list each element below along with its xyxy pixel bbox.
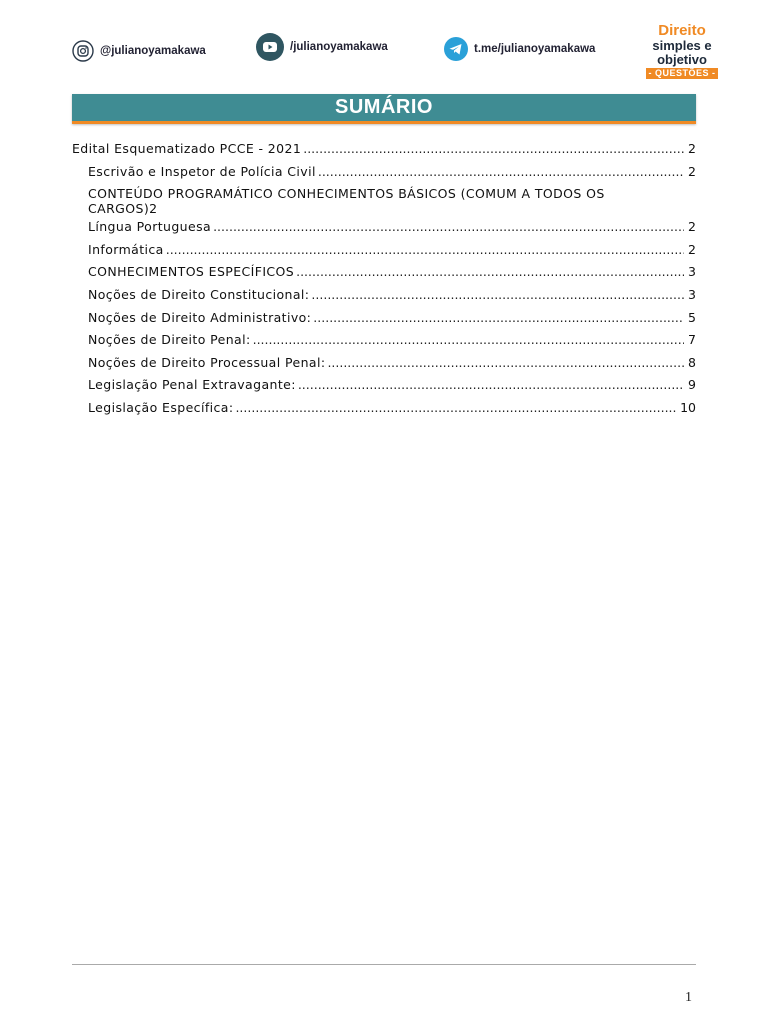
summary-title: SUMÁRIO bbox=[335, 96, 433, 118]
toc-entry[interactable] bbox=[72, 310, 696, 333]
toc-entry-label-cont: CARGOS) bbox=[88, 201, 150, 217]
toc-entry-label: Noções de Direito Processual Penal: bbox=[88, 354, 326, 370]
toc-entry-page: 2 bbox=[149, 201, 158, 217]
toc-entry[interactable] bbox=[72, 355, 696, 378]
page-header bbox=[0, 0, 768, 90]
youtube-text: /julianoyamakawa bbox=[290, 41, 388, 53]
toc-entry-page: 5 bbox=[688, 309, 696, 325]
toc-entry[interactable] bbox=[72, 164, 696, 187]
toc-entry[interactable] bbox=[72, 186, 696, 216]
toc-leader bbox=[311, 287, 684, 302]
toc-entry[interactable] bbox=[72, 287, 696, 310]
youtube-handle[interactable] bbox=[256, 33, 388, 61]
toc-leader bbox=[296, 264, 684, 279]
toc-leader bbox=[235, 400, 676, 415]
toc-leader bbox=[303, 141, 684, 156]
page-number: 1 bbox=[685, 990, 692, 1005]
summary-title-bar bbox=[72, 94, 696, 124]
instagram-handle[interactable] bbox=[72, 40, 206, 62]
toc-entry[interactable] bbox=[72, 400, 696, 423]
toc-entry-page: 8 bbox=[688, 354, 696, 370]
toc-entry-label: Língua Portuguesa bbox=[88, 219, 212, 235]
toc-entry-page: 2 bbox=[688, 241, 696, 257]
table-of-contents bbox=[72, 141, 696, 423]
toc-leader bbox=[318, 164, 684, 179]
toc-entry[interactable] bbox=[72, 332, 696, 355]
toc-leader bbox=[253, 332, 684, 347]
toc-entry-label: CONHECIMENTOS ESPECÍFICOS bbox=[88, 264, 295, 280]
toc-leader bbox=[313, 310, 684, 325]
toc-leader bbox=[327, 355, 684, 370]
toc-leader bbox=[213, 219, 684, 234]
toc-entry[interactable] bbox=[72, 242, 696, 265]
toc-entry-label: Noções de Direito Administrativo: bbox=[88, 309, 312, 325]
toc-entry-page: 10 bbox=[680, 399, 696, 415]
brand-logo bbox=[644, 22, 720, 79]
toc-entry-page: 9 bbox=[688, 377, 696, 393]
toc-entry-page: 7 bbox=[688, 332, 696, 348]
toc-entry-label: Escrivão e Inspetor de Polícia Civil bbox=[88, 163, 316, 179]
toc-entry-page: 3 bbox=[688, 286, 696, 302]
toc-entry-label: Legislação Específica: bbox=[88, 399, 234, 415]
footer-divider bbox=[72, 964, 696, 965]
telegram-icon bbox=[444, 37, 468, 61]
toc-entry-page: 2 bbox=[688, 219, 696, 235]
toc-leader bbox=[298, 377, 684, 392]
toc-entry-label: Legislação Penal Extravagante: bbox=[88, 377, 296, 393]
brand-line-2: simples e bbox=[652, 38, 712, 53]
telegram-handle[interactable] bbox=[444, 37, 595, 61]
telegram-text: t.me/julianoyamakawa bbox=[474, 43, 596, 55]
youtube-icon bbox=[256, 33, 284, 61]
toc-entry-label: CONTEÚDO PROGRAMÁTICO CONHECIMENTOS BÁSICOS (COMUM A TODOS OS bbox=[88, 186, 605, 202]
instagram-icon bbox=[72, 40, 94, 62]
toc-entry-label: Noções de Direito Constitucional: bbox=[88, 286, 310, 302]
instagram-text: @julianoyamakawa bbox=[100, 45, 206, 57]
brand-line-3: objetivo bbox=[657, 52, 707, 67]
toc-entry[interactable] bbox=[72, 141, 696, 164]
toc-entry[interactable] bbox=[72, 219, 696, 242]
toc-entry[interactable] bbox=[72, 377, 696, 400]
toc-entry-page: 2 bbox=[688, 141, 696, 156]
toc-entry-page: 3 bbox=[688, 264, 696, 280]
toc-entry-page: 2 bbox=[688, 163, 696, 179]
brand-line-1: Direito bbox=[658, 22, 706, 39]
toc-entry-label: Noções de Direito Penal: bbox=[88, 332, 251, 348]
toc-leader bbox=[166, 242, 684, 257]
toc-entry-label: Informática bbox=[88, 241, 164, 257]
brand-tag: - QUESTÕES - bbox=[646, 68, 718, 79]
toc-entry-label: Edital Esquematizado PCCE - 2021 bbox=[72, 141, 302, 156]
toc-entry[interactable] bbox=[72, 264, 696, 287]
